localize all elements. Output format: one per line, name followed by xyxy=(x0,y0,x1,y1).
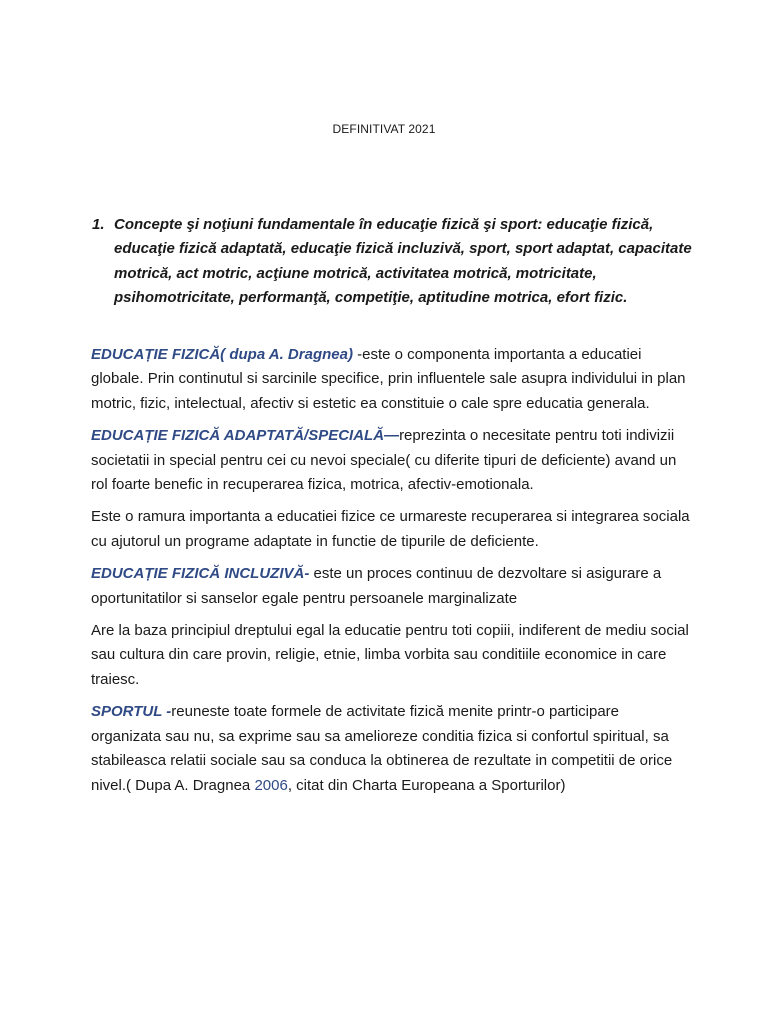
paragraph-text: -este o componenta importanta a educatiei globale. Prin continutul si sarcinile specifice, prin influentele sale asupra individului in plan motric, fizic, intelectual, afectiv si estetic ea constituie o cale spre educatia generala. xyxy=(91,346,686,412)
citation-year: 2006 xyxy=(254,776,288,794)
paragraph-text: reprezinta o necesitate pentru toti indivizii societatii in special pentru cei cu nevoi speciale( cu diferite tipuri de deficiente) avand un rol foarte benefic in recuperarea fizica, motrica, afectiv-emotionala. xyxy=(91,427,677,494)
paragraph-text: Are la baza principiul dreptului egal la educatie pentru toti copiii, indiferent de mediu social sau cultura din care provin, religie, etnie, limba vorbita sau conditiile economice in care traiesc. xyxy=(91,622,689,688)
paragraph-text: reuneste toate formele de activitate fizică menite printr-o participare organizata sau nu, sa exprime sau sa amelioreze conditia fizica si confortul spiritual, sa stabileasca relatii sociale sau sa conduca la obtinerea de rezultate in competitii de orice nivel.( Dupa A. Dragnea xyxy=(91,703,673,794)
paragraph-sportul xyxy=(91,700,691,798)
document-title: DEFINITIVAT 2021 xyxy=(332,122,436,136)
paragraph-educatie-fizica-incluziva xyxy=(91,562,691,611)
heading-text: Concepte şi noţiuni fundamentale în educaţie fizică şi sport: educaţie fizică, educaţie fizică adaptată, educaţie fizică incluzivă, sport, sport adaptat, capacitate motrică, act motric, acţiune motrică, activitatea motrică, motricitate, psihomotricitate, performanţă, competiţie, aptitudine motrica, efort fizic. xyxy=(114,216,692,307)
paragraph-text: este un proces continuu de dezvoltare si asigurare a oportunitatilor si sanselor egale pentru persoanele marginalizate xyxy=(91,565,662,607)
term-educatie-fizica-adaptata: EDUCAȚIE FIZICĂ ADAPTATĂ/SPECIALĂ— xyxy=(91,427,400,445)
paragraph-educatie-fizica xyxy=(91,343,691,416)
term-educatie-fizica-incluziva: EDUCAȚIE FIZICĂ INCLUZIVĂ- xyxy=(91,565,310,583)
paragraph-text-end: , citat din Charta Europeana a Sporturilor) xyxy=(287,776,566,794)
paragraph-principiu xyxy=(91,619,691,692)
paragraph-text: Este o ramura importanta a educatiei fizice ce urmareste recuperarea si integrarea sociala cu ajutorul un programe adaptate in functie de tipurile de deficiente. xyxy=(91,508,690,550)
paragraph-educatie-fizica-adaptata xyxy=(91,424,691,497)
numbered-heading xyxy=(92,213,692,311)
heading-number: 1. xyxy=(92,216,105,233)
paragraph-ramura xyxy=(91,505,691,554)
term-sportul: SPORTUL - xyxy=(91,703,172,721)
document-body xyxy=(91,343,691,806)
term-educatie-fizica: EDUCAȚIE FIZICĂ( dupa A. Dragnea) xyxy=(91,346,353,363)
